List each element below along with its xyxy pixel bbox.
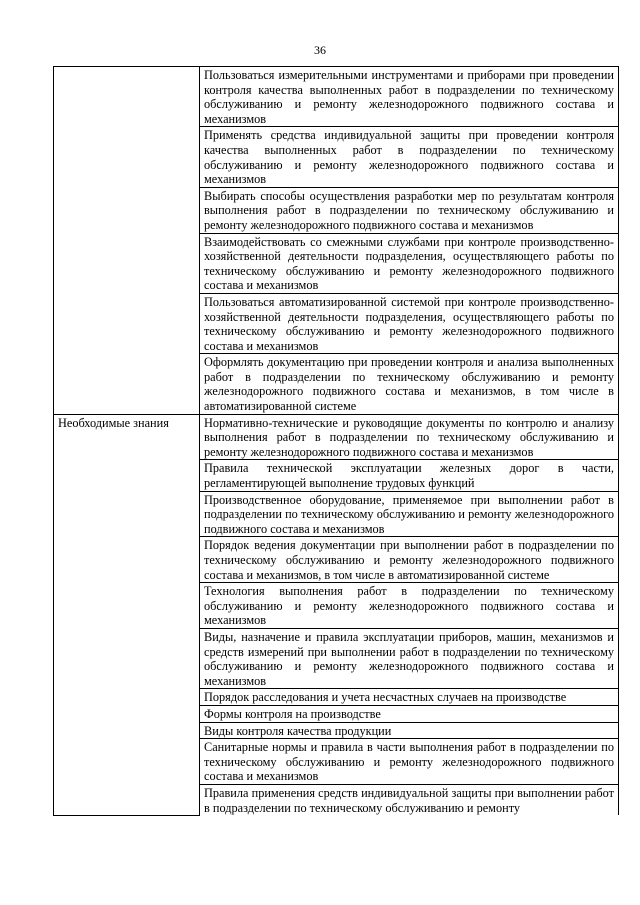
requirement-cell: Порядок расследования и учета несчастных случаев на производстве: [200, 689, 619, 706]
requirement-cell: Оформлять документацию при проведении контроля и анализа выполненных работ в подразделении по техническому обслуживанию и ремонту железнодорожного подвижного состава и механизмов, в том числе в автоматизированной системе: [200, 354, 619, 414]
table-row: [54, 414, 619, 460]
requirement-cell: Виды контроля качества продукции: [200, 722, 619, 739]
requirement-cell: Правила применения средств индивидуальной защиты при выполнении работ в подразделении по техническому обслуживанию и ремонту: [200, 784, 619, 815]
requirement-cell: Применять средства индивидуальной защиты при проведении контроля качества выполненных работ в подразделении по техническому обслуживанию и ремонту железнодорожного подвижного состава и механизмов: [200, 127, 619, 187]
requirement-cell: Технология выполнения работ в подразделении по техническому обслуживанию и ремонту железнодорожного подвижного состава и механизмов: [200, 583, 619, 629]
group-label: [54, 67, 200, 415]
requirements-table: [53, 66, 619, 816]
requirement-cell: Пользоваться измерительными инструментами и приборами при проведении контроля качества выполненных работ в подразделении по техническому обслуживанию и ремонту железнодорожного подвижного состава и механизмов: [200, 67, 619, 127]
requirement-cell: Правила технической эксплуатации железных дорог в части, регламентирующей выполнение трудовых функций: [200, 460, 619, 491]
requirement-cell: Производственное оборудование, применяемое при выполнении работ в подразделении по техническому обслуживанию и ремонту железнодорожного подвижного состава и механизмов: [200, 491, 619, 537]
requirement-cell: Взаимодействовать со смежными службами при контроле производственно-хозяйственной деятельности подразделения, осуществляющего работы по техническому обслуживанию и ремонту железнодорожного подвижного состава и механизмов: [200, 233, 619, 293]
requirement-cell: Выбирать способы осуществления разработки мер по результатам контроля выполнения работ в подразделении по техническому обслуживанию и ремонту железнодорожного подвижного состава и механизмов: [200, 187, 619, 233]
page-number: 36: [314, 43, 326, 57]
table-row: [54, 67, 619, 127]
requirement-cell: Порядок ведения документации при выполнении работ в подразделении по техническому обслуживанию и ремонту железнодорожного подвижного состава и механизмов, в том числе в автоматизированной системе: [200, 537, 619, 583]
requirement-cell: Виды, назначение и правила эксплуатации приборов, машин, механизмов и средств измерений при выполнении работ в подразделении по техническому обслуживанию и ремонту железнодорожного подвижного состава и механизмов: [200, 628, 619, 688]
group-label: Необходимые знания: [54, 414, 200, 815]
requirement-cell: Пользоваться автоматизированной системой при контроле производственно-хозяйственной деятельности подразделения, осуществляющего работы по техническому обслуживанию и ремонту железнодорожного подвижного состава и механизмов: [200, 293, 619, 353]
requirement-cell: Формы контроля на производстве: [200, 705, 619, 722]
requirement-cell: Нормативно-технические и руководящие документы по контролю и анализу выполнения работ в подразделении по техническому обслуживанию и ремонту железнодорожного подвижного состава и механизмов: [200, 414, 619, 460]
requirement-cell: Санитарные нормы и правила в части выполнения работ в подразделении по техническому обслуживанию и ремонту железнодорожного подвижного состава и механизмов: [200, 739, 619, 785]
